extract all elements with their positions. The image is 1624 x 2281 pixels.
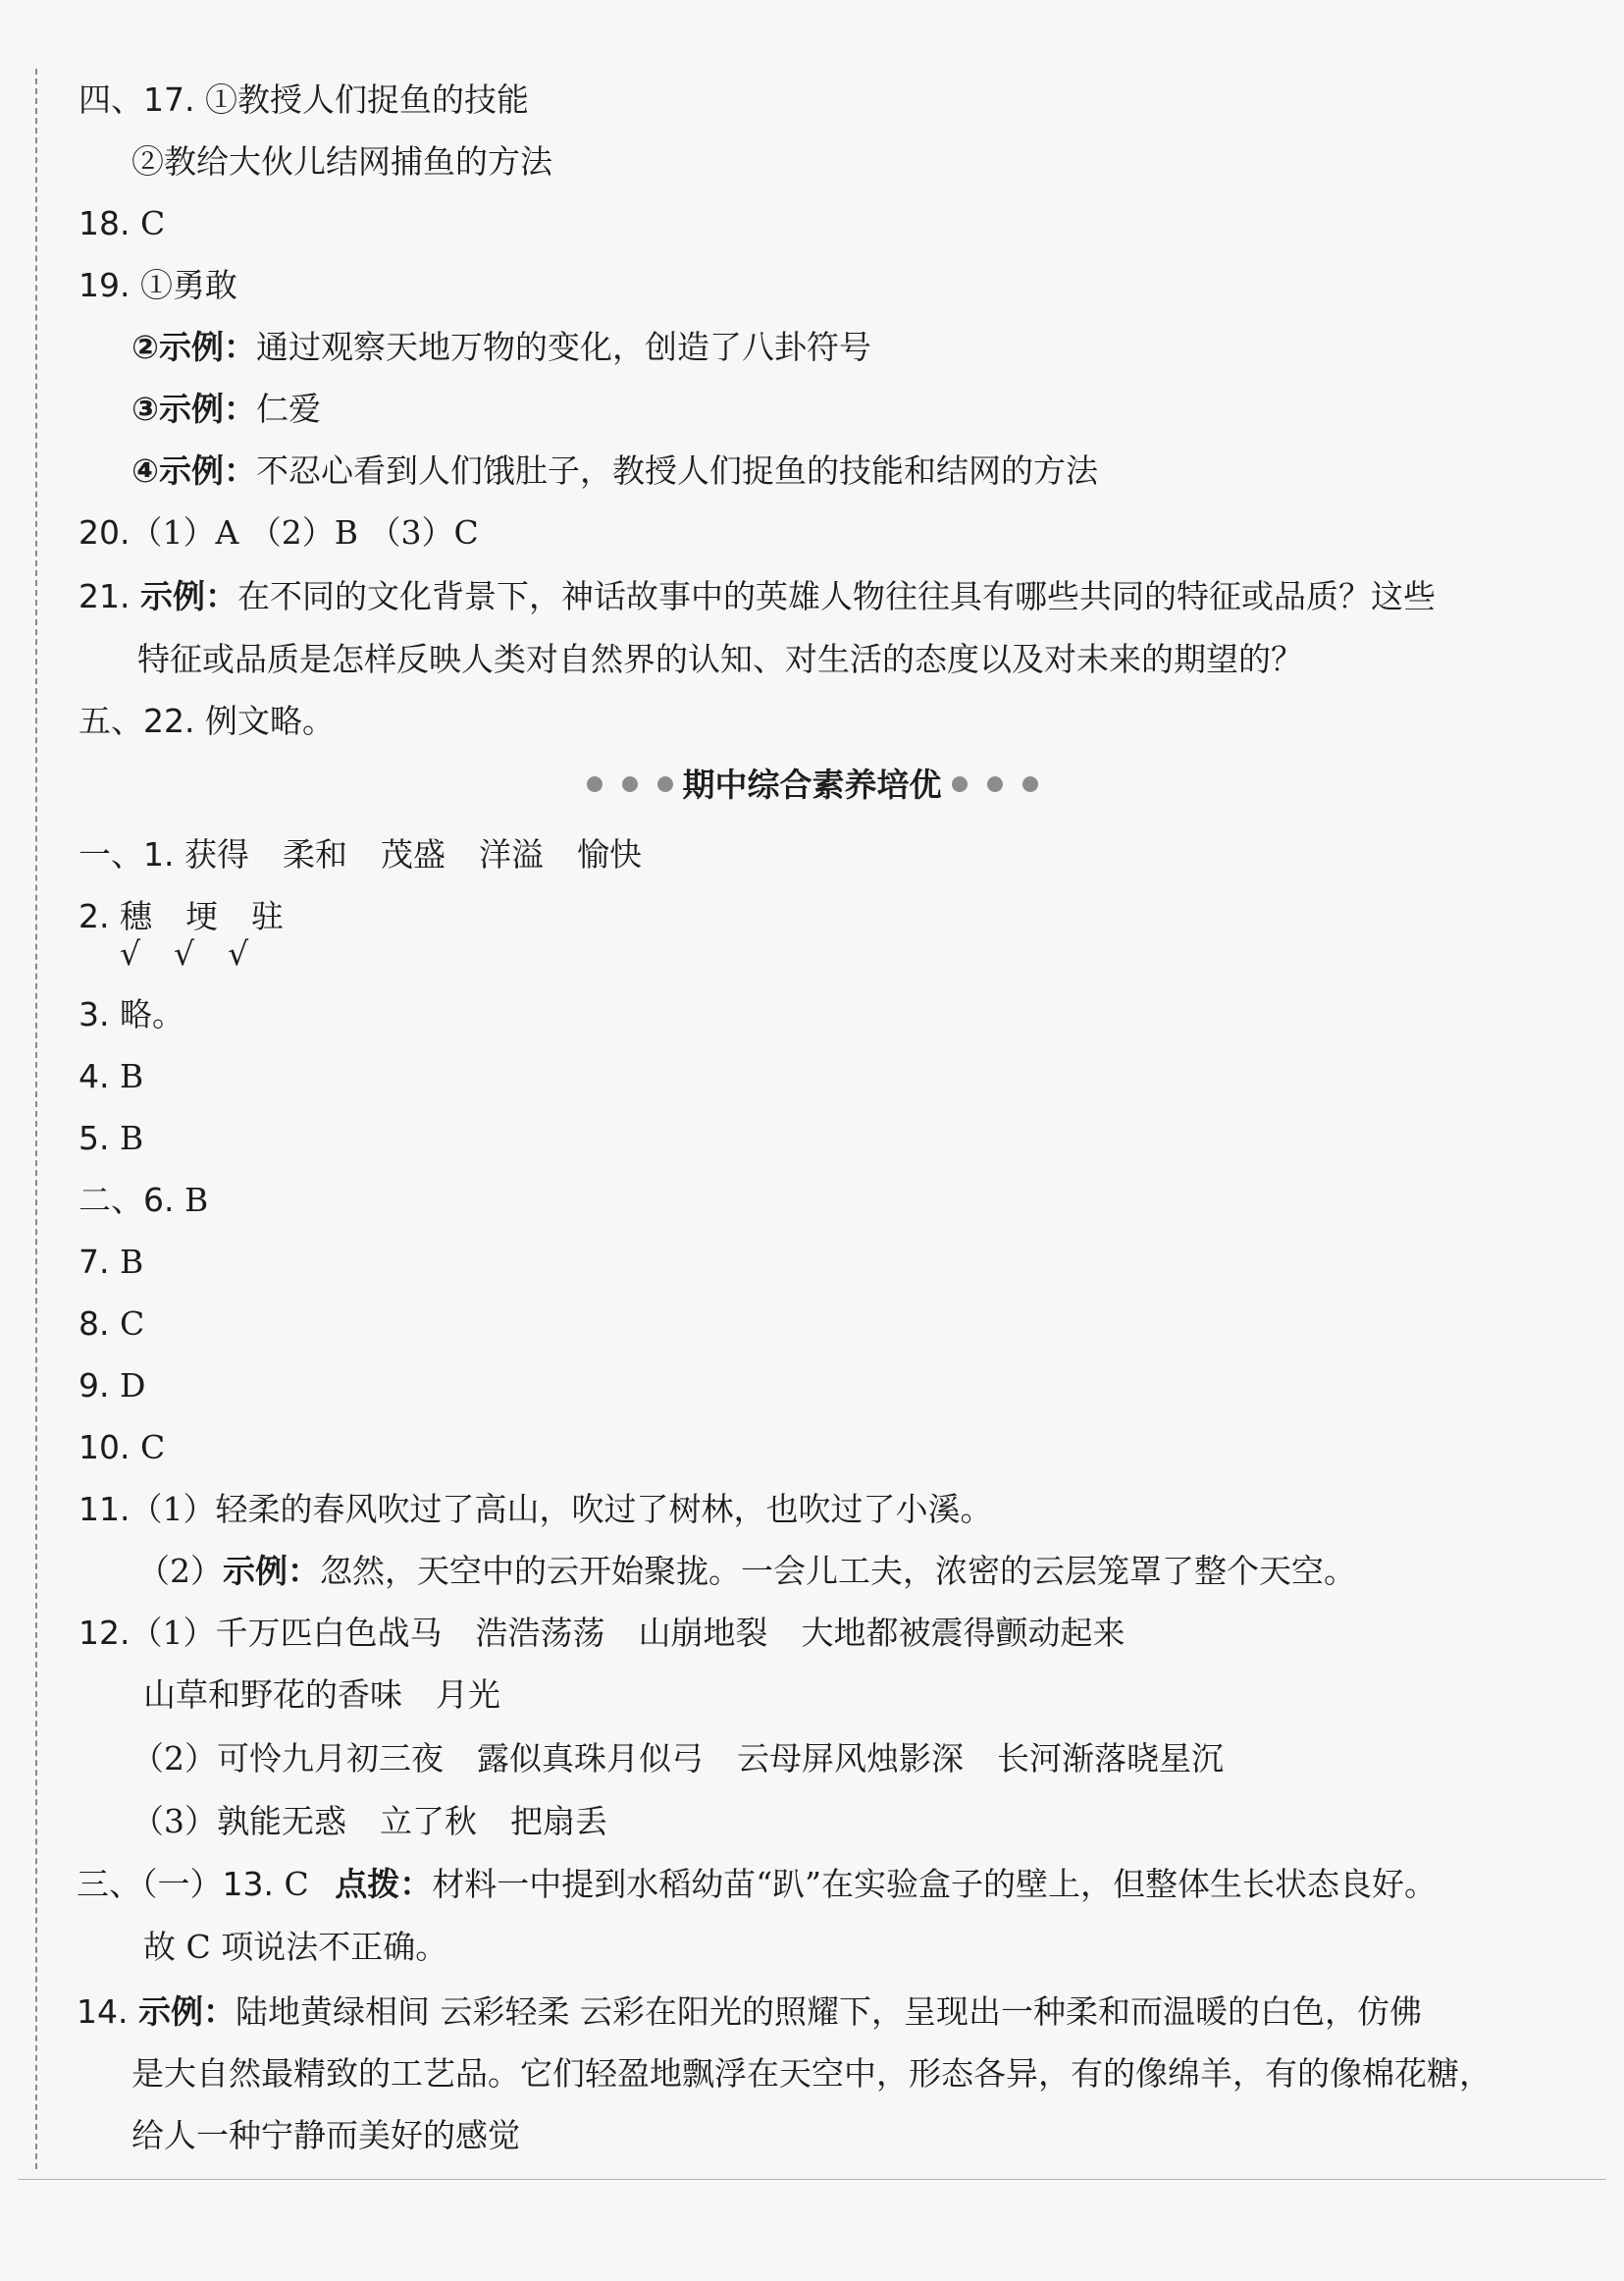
section-prefix: 二、 <box>79 1181 143 1219</box>
question-number: 17. <box>143 80 195 119</box>
answer-line-14-2 <box>131 2054 1492 2094</box>
answer-line-7 <box>79 1243 143 1282</box>
answer-line-12-3 <box>131 1802 607 1841</box>
question-number: 1. <box>143 835 175 874</box>
word: 山崩地裂 <box>638 1614 768 1652</box>
question-number: 12. <box>79 1614 131 1652</box>
answer-line-12 <box>79 1614 1125 1653</box>
answer-text: 不忍心看到人们饿肚子，教授人们捉鱼的技能和结网的方法 <box>255 451 1098 490</box>
decor-dot-icon <box>987 776 1003 792</box>
answer-line-6 <box>79 1181 208 1220</box>
check-icon: √ <box>228 934 249 973</box>
answer-line-19-3 <box>131 390 321 429</box>
answer-line-3 <box>79 995 184 1034</box>
answer-text: C <box>130 204 166 242</box>
answer-text: ①教授人们捉鱼的技能 <box>194 80 529 119</box>
answer-line-17 <box>79 80 529 120</box>
section-heading <box>0 766 1624 805</box>
section-prefix: 五、 <box>79 702 143 740</box>
answer-text: 略。 <box>109 995 184 1034</box>
question-number: 22. <box>143 702 195 740</box>
answer-line-18 <box>79 204 165 243</box>
word: 愉快 <box>577 835 642 874</box>
question-number: 2. <box>79 897 110 935</box>
sub-index: （2） <box>131 1739 217 1777</box>
answer-line-19-4 <box>131 451 1098 491</box>
hint-label: 点拨： <box>335 1865 433 1903</box>
sub-index: （2） <box>137 1552 223 1590</box>
answer-text: 在不同的文化背景下，神话故事中的英雄人物往往具有哪些共同的特征或品质？这些 <box>236 577 1436 615</box>
answer-text: 特征或品质是怎样反映人类对自然界的认知、对生活的态度以及对未来的期望的？ <box>137 640 1303 678</box>
answer-line-20 <box>79 513 479 553</box>
answer-line-22 <box>79 702 335 741</box>
answer-text: B <box>109 1119 144 1157</box>
section-prefix: 三、 <box>77 1865 141 1903</box>
answer-text: C <box>109 1304 145 1343</box>
answer-text: 是大自然最精致的工艺品。它们轻盈地飘浮在天空中，形态各异，有的像绵羊，有的像棉花糖， <box>131 2054 1492 2093</box>
word: 千万匹白色战马 <box>215 1614 443 1652</box>
word: 孰能无惑 <box>217 1802 346 1840</box>
answer-line-12-2 <box>131 1739 1224 1778</box>
sub-section: （一） <box>141 1865 223 1903</box>
decor-dot-icon <box>952 776 968 792</box>
question-number: 4. <box>79 1057 110 1095</box>
section-prefix: 四、 <box>79 80 143 119</box>
example-label: ②示例： <box>131 328 256 366</box>
answer-text: （1）轻柔的春风吹过了高山，吹过了树林，也吹过了小溪。 <box>130 1490 993 1528</box>
question-number: 13. <box>222 1865 274 1903</box>
sub-index: （1） <box>130 1614 216 1652</box>
section-prefix: 一、 <box>79 835 143 874</box>
decor-dot-icon <box>657 776 673 792</box>
answer-line-14 <box>77 1992 1422 2032</box>
answer-line-5 <box>79 1119 143 1158</box>
answer-line-13-2 <box>143 1928 447 1967</box>
answer-text: B <box>174 1181 209 1219</box>
answer-text: C <box>130 1428 166 1466</box>
answer-line-4 <box>79 1057 143 1096</box>
answer-line-10 <box>79 1428 165 1467</box>
word: 把扇丢 <box>510 1802 607 1840</box>
question-number: 19. <box>79 266 131 304</box>
answer-line-9 <box>79 1366 145 1406</box>
char: 驻 <box>251 897 284 935</box>
answer-line-11-2 <box>137 1552 1356 1591</box>
word: 洋溢 <box>479 835 544 874</box>
question-number: 14. <box>77 1992 129 2031</box>
word: 大地都被震得颤动起来 <box>801 1614 1126 1652</box>
answer-text: 通过观察天地万物的变化，创造了八卦符号 <box>255 328 871 366</box>
question-number: 11. <box>79 1490 131 1528</box>
sub-index: （3） <box>131 1802 217 1840</box>
answer-text: D <box>109 1366 146 1405</box>
answer-line-12-cont <box>143 1675 500 1715</box>
decor-dot-icon <box>1022 776 1038 792</box>
word: 茂盛 <box>381 835 445 874</box>
answer-text: 忽然，天空中的云开始聚拢。一会儿工夫，浓密的云层笼罩了整个天空。 <box>320 1552 1356 1590</box>
answer-text: 材料一中提到水稻幼苗“趴”在实验盒子的壁上，但整体生长状态良好。 <box>432 1865 1437 1903</box>
answer-text: 故 C 项说法不正确。 <box>143 1928 448 1966</box>
example-label: ④示例： <box>131 451 256 490</box>
question-number: 21. <box>79 577 131 615</box>
example-label: ③示例： <box>131 390 256 428</box>
answer-line-14-3 <box>131 2116 520 2155</box>
checkmark-row <box>120 934 248 974</box>
answer-line-19 <box>79 266 237 305</box>
char: 埂 <box>185 897 218 935</box>
decor-dot-icon <box>622 776 638 792</box>
answer-line-8 <box>79 1304 144 1344</box>
word: 山草和野花的香味 <box>143 1675 402 1714</box>
answer-line-17-2 <box>131 142 552 182</box>
answer-line-2 <box>79 897 284 936</box>
answer-text: 给人一种宁静而美好的感觉 <box>131 2116 520 2154</box>
answer-line-21-2 <box>137 640 1303 679</box>
decor-dot-icon <box>587 776 602 792</box>
answer-text: B <box>109 1243 144 1281</box>
answer-line-13 <box>77 1865 1437 1904</box>
question-number: 3. <box>79 995 110 1034</box>
answer-text: 例文略。 <box>194 702 335 740</box>
word: 可怜九月初三夜 <box>217 1739 444 1777</box>
question-number: 7. <box>79 1243 110 1281</box>
answer-line-11 <box>79 1490 992 1529</box>
word: 获得 <box>184 835 249 874</box>
check-icon: √ <box>120 934 141 973</box>
answer-text: B <box>109 1057 144 1095</box>
word: 月光 <box>436 1675 500 1714</box>
answer-line-19-2 <box>131 328 871 367</box>
question-number: 20. <box>79 513 131 552</box>
section-title: 期中综合素养培优 <box>682 766 942 804</box>
word: 浩浩荡荡 <box>475 1614 605 1652</box>
answer-text: 仁爱 <box>255 390 321 428</box>
word: 柔和 <box>283 835 347 874</box>
question-number: 8. <box>79 1304 110 1343</box>
answer-line-21 <box>79 577 1436 616</box>
question-number: 5. <box>79 1119 110 1157</box>
question-number: 9. <box>79 1366 110 1405</box>
char: 穗 <box>120 897 152 935</box>
word: 立了秋 <box>380 1802 477 1840</box>
answer-text: ②教给大伙儿结网捕鱼的方法 <box>131 142 552 181</box>
answer-text: ①勇敢 <box>130 266 237 304</box>
question-number: 18. <box>79 204 131 242</box>
answer-choice: C <box>273 1865 309 1903</box>
example-label: 示例： <box>139 577 237 615</box>
check-icon: √ <box>174 934 195 973</box>
example-label: 示例： <box>137 1992 236 2031</box>
question-number: 6. <box>143 1181 175 1219</box>
example-label: 示例： <box>223 1552 320 1590</box>
answer-line-1 <box>79 835 642 875</box>
word: 长河渐落晓星沉 <box>997 1739 1224 1777</box>
binding-dashed-line <box>35 69 37 2169</box>
answer-text: （1）A （2）B （3）C <box>130 513 479 552</box>
bottom-rule <box>18 2179 1606 2180</box>
answer-text: 陆地黄绿相间 云彩轻柔 云彩在阳光的照耀下，呈现出一种柔和而温暖的白色，仿佛 <box>235 1992 1422 2031</box>
question-number: 10. <box>79 1428 131 1466</box>
word: 露似真珠月似弓 <box>477 1739 704 1777</box>
word: 云母屏风烛影深 <box>737 1739 964 1777</box>
